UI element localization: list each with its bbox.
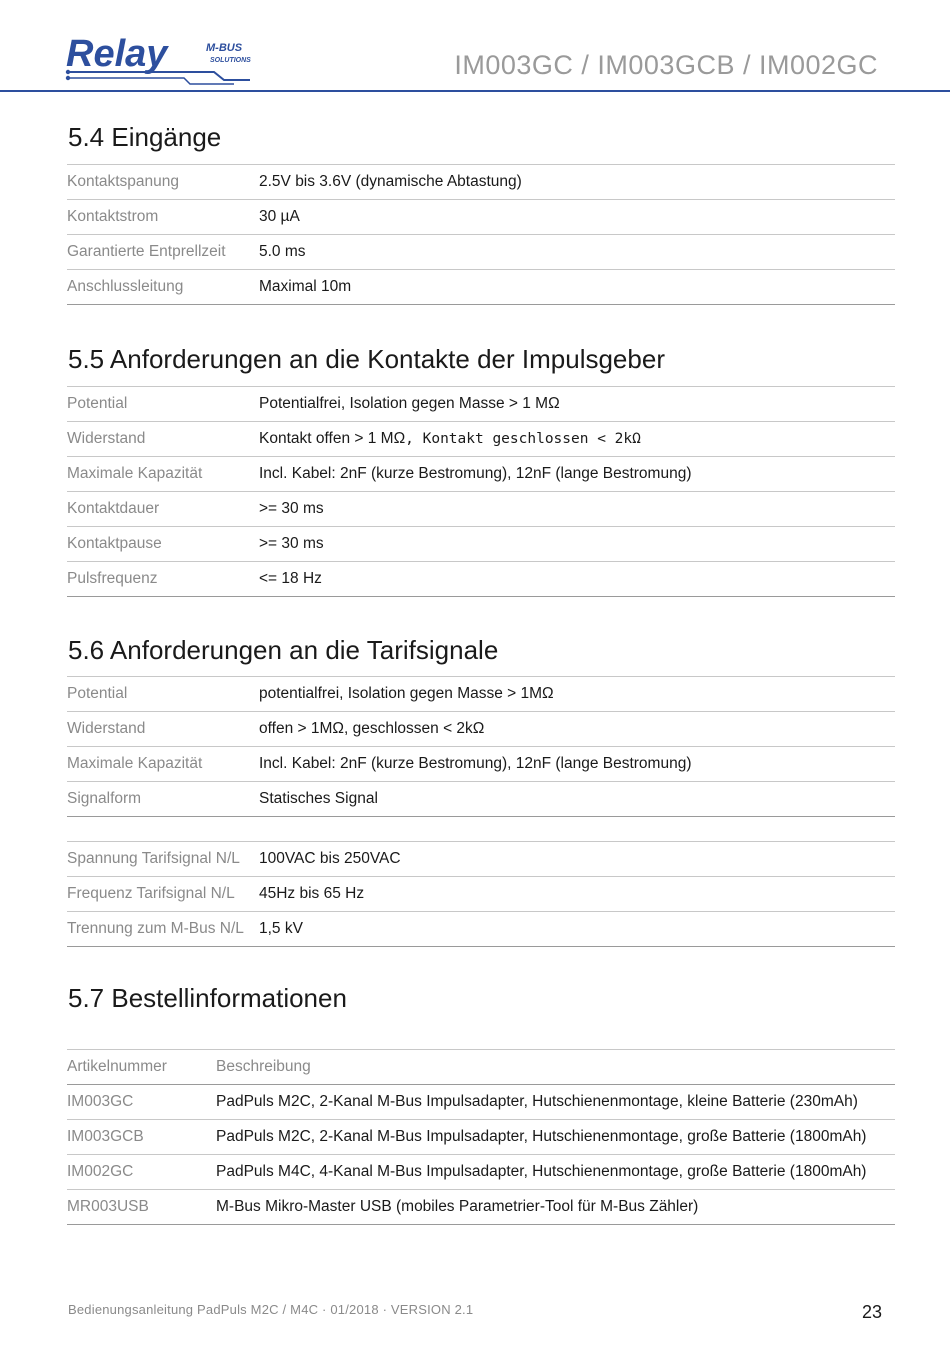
row-value: >= 30 ms xyxy=(259,527,895,562)
row-value-mono: , Kontakt geschlossen < 2kΩ xyxy=(405,431,641,447)
row-label: Widerstand xyxy=(67,712,259,747)
table-row xyxy=(67,1120,895,1155)
page-number: 23 xyxy=(861,1302,882,1322)
row-value: Incl. Kabel: 2nF (kurze Bestromung), 12nF (lange Bestromung) xyxy=(259,747,895,782)
row-label: Kontaktdauer xyxy=(67,492,259,527)
section-title-5-5: 5.5 Anforderungen an die Kontakte der Impulsgeber xyxy=(68,344,665,374)
table-row xyxy=(67,1085,895,1120)
row-label: Signalform xyxy=(67,782,259,817)
page-header xyxy=(0,0,950,92)
article-description: PadPuls M2C, 2-Kanal M-Bus Impulsadapter, Hutschienenmontage, große Batterie (1800mAh) xyxy=(216,1120,895,1155)
row-label: Trennung zum M-Bus N/L xyxy=(67,912,259,947)
tariff-signals-table-2 xyxy=(67,841,895,947)
row-label: Pulsfrequenz xyxy=(67,562,259,597)
article-description: M-Bus Mikro-Master USB (mobiles Parametrier-Tool für M-Bus Zähler) xyxy=(216,1190,895,1225)
row-value: Incl. Kabel: 2nF (kurze Bestromung), 12nF (lange Bestromung) xyxy=(259,457,895,492)
row-label: Garantierte Entprellzeit xyxy=(67,235,259,270)
table-row xyxy=(67,165,895,200)
table-row xyxy=(67,877,895,912)
row-label: Widerstand xyxy=(67,422,259,457)
row-value: 30 µA xyxy=(259,200,895,235)
footer-text: Bedienungsanleitung PadPuls M2C / M4C · 01/2018 · VERSION 2.1 xyxy=(68,1302,474,1317)
row-value: 5.0 ms xyxy=(259,235,895,270)
row-label: Spannung Tarifsignal N/L xyxy=(67,842,259,877)
row-value: >= 30 ms xyxy=(259,492,895,527)
article-number: IM003GCB xyxy=(67,1120,216,1155)
order-info-table xyxy=(67,1049,895,1225)
tariff-signals-table xyxy=(67,676,895,817)
article-number: IM003GC xyxy=(67,1085,216,1120)
row-label: Kontaktstrom xyxy=(67,200,259,235)
row-label: Potential xyxy=(67,677,259,712)
row-value: Statisches Signal xyxy=(259,782,895,817)
logo-sub-2: SOLUTIONS xyxy=(210,57,251,64)
table-row xyxy=(67,457,895,492)
table-row xyxy=(67,492,895,527)
table-row xyxy=(67,912,895,947)
column-header-article: Artikelnummer xyxy=(67,1050,216,1085)
section-title-5-7: 5.7 Bestellinformationen xyxy=(68,983,347,1013)
document-title: IM003GC / IM003GCB / IM002GC xyxy=(454,50,878,80)
pulse-contacts-table xyxy=(67,386,895,597)
table-row xyxy=(67,235,895,270)
article-number: MR003USB xyxy=(67,1190,216,1225)
row-value: 45Hz bis 65 Hz xyxy=(259,877,895,912)
section-title-5-4: 5.4 Eingänge xyxy=(68,122,222,152)
inputs-table xyxy=(67,164,895,305)
table-row xyxy=(67,712,895,747)
row-value: potentialfrei, Isolation gegen Masse > 1MΩ xyxy=(259,677,895,712)
table-row xyxy=(67,677,895,712)
table-row xyxy=(67,842,895,877)
table-row xyxy=(67,1155,895,1190)
table-row xyxy=(67,387,895,422)
table-row xyxy=(67,747,895,782)
table-row xyxy=(67,782,895,817)
table-header-row xyxy=(67,1050,895,1085)
row-value: <= 18 Hz xyxy=(259,562,895,597)
row-label: Maximale Kapazität xyxy=(67,457,259,492)
section-title-5-6: 5.6 Anforderungen an die Tarifsignale xyxy=(68,635,499,665)
table-row xyxy=(67,1190,895,1225)
logo-sub-1: M-BUS xyxy=(206,42,243,54)
row-label: Kontaktspanung xyxy=(67,165,259,200)
row-label: Frequenz Tarifsignal N/L xyxy=(67,877,259,912)
row-value: Kontakt offen > 1 MΩ xyxy=(259,430,406,447)
row-value: 1,5 kV xyxy=(259,912,895,947)
row-label: Anschlussleitung xyxy=(67,270,259,305)
table-row xyxy=(67,270,895,305)
row-value: Maximal 10m xyxy=(259,270,895,305)
article-description: PadPuls M4C, 4-Kanal M-Bus Impulsadapter, Hutschienenmontage, große Batterie (1800mAh) xyxy=(216,1155,895,1190)
row-value: Potentialfrei, Isolation gegen Masse > 1 MΩ xyxy=(259,387,895,422)
article-number: IM002GC xyxy=(67,1155,216,1190)
row-value-group xyxy=(259,422,895,457)
row-label: Potential xyxy=(67,387,259,422)
table-row xyxy=(67,200,895,235)
table-row xyxy=(67,562,895,597)
relay-logo xyxy=(64,34,254,86)
row-value: 100VAC bis 250VAC xyxy=(259,842,895,877)
row-value: offen > 1MΩ, geschlossen < 2kΩ xyxy=(259,712,895,747)
article-description: PadPuls M2C, 2-Kanal M-Bus Impulsadapter, Hutschienenmontage, kleine Batterie (230mAh) xyxy=(216,1085,895,1120)
header-rule xyxy=(0,90,950,92)
column-header-description: Beschreibung xyxy=(216,1050,895,1085)
table-row xyxy=(67,422,895,457)
table-row xyxy=(67,527,895,562)
logo-text: Relay xyxy=(66,34,168,75)
row-value: 2.5V bis 3.6V (dynamische Abtastung) xyxy=(259,165,895,200)
row-label: Kontaktpause xyxy=(67,527,259,562)
row-label: Maximale Kapazität xyxy=(67,747,259,782)
